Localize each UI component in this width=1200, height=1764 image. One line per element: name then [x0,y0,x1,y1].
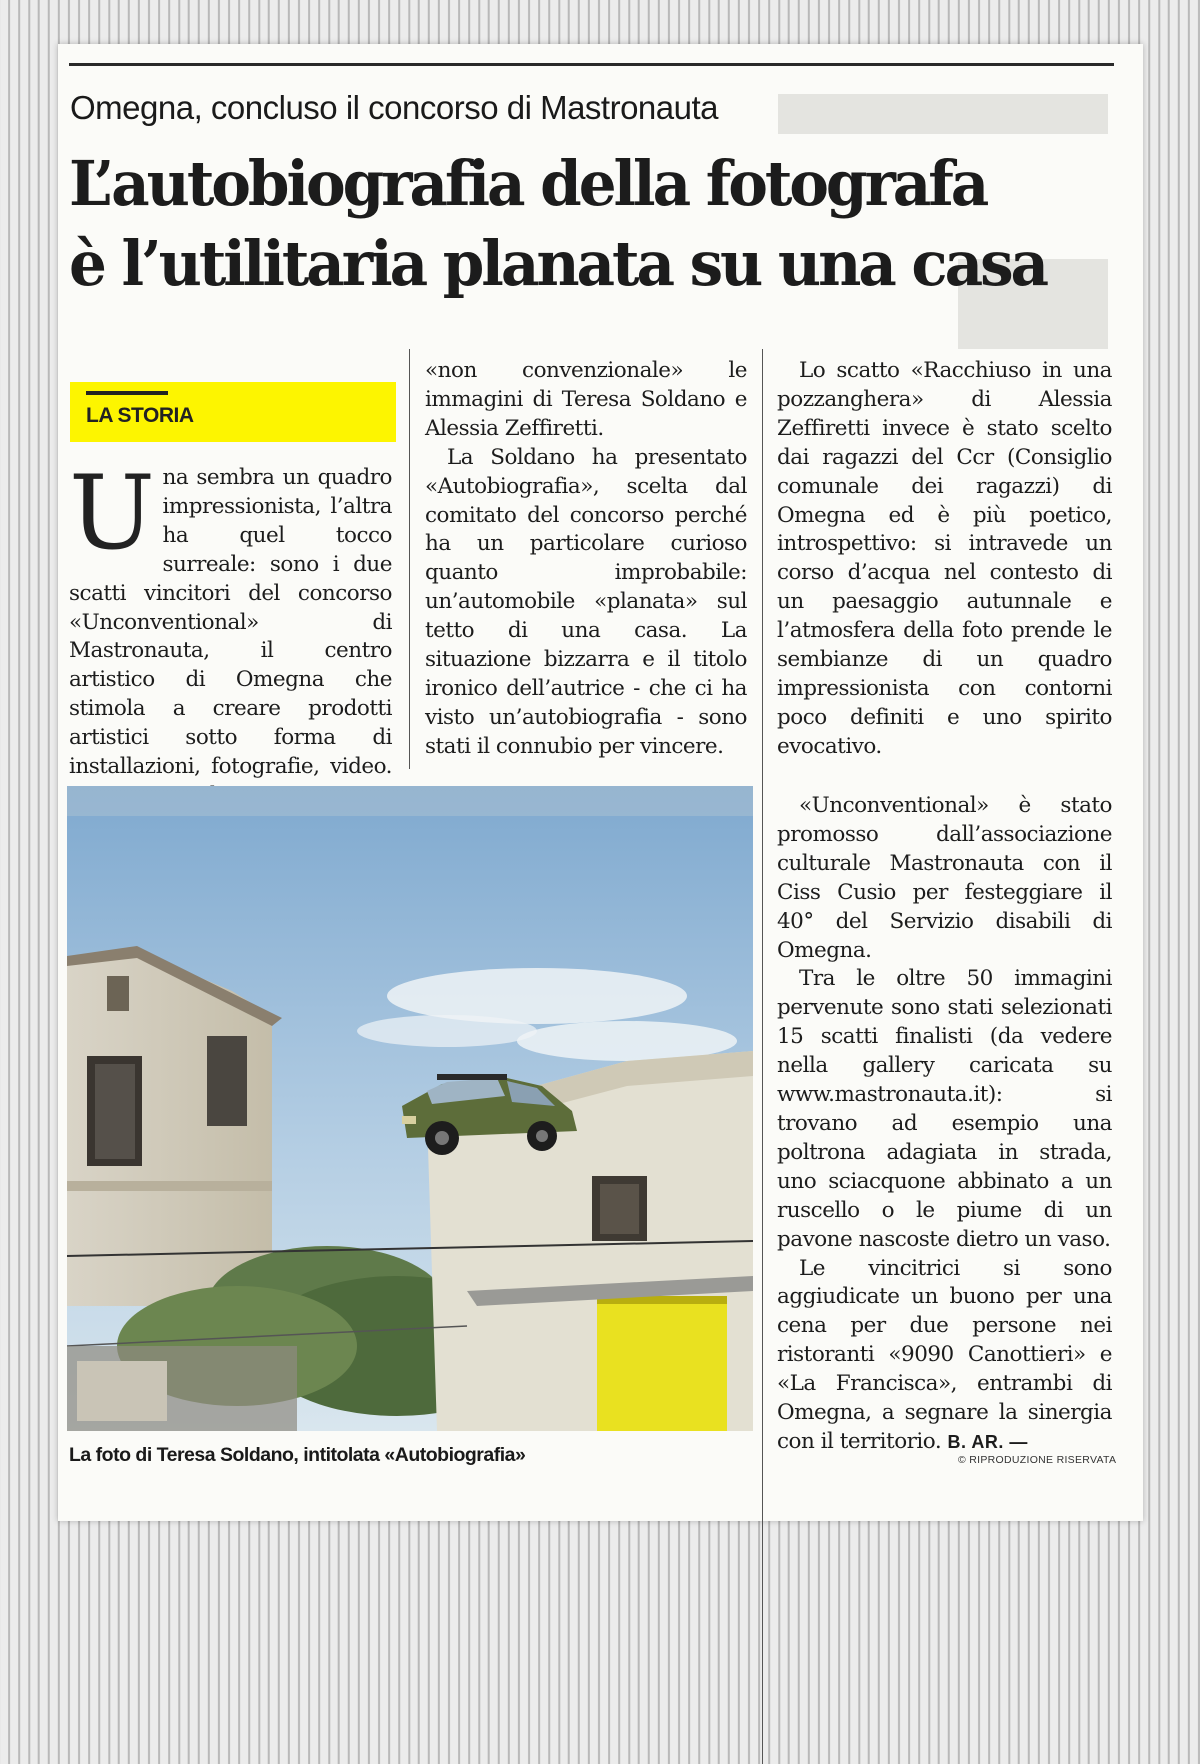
headline [69,144,1087,304]
column-3-top [777,357,1112,762]
column-3-paragraph-1: Lo scatto «Racchiuso in una pozzanghera» di Alessia Zeffiretti invece è stato scelto dai ragazzi del Ccr (Consiglio comunale dei ragazzi) di Omegna ed è più poetico, introspettivo: si intravede un corso d’acqua nel contesto di un paesaggio autunnale e l’atmosfera della foto prende le sembianze di un quadro impressionista con contorni poco definiti e uno spirito evocativo. [777,358,1112,759]
photo-caption: La foto di Teresa Soldano, intitolata «Autobiografia» [69,1444,526,1466]
column-divider-2 [762,349,763,1764]
tag-rule [86,391,168,395]
column-2-paragraph-1: «non convenzionale» le immagini di Teresa Soldano e Alessia Zeffiretti. [425,358,747,441]
drop-cap: U [69,454,155,573]
author-signature: B. AR. — [947,1431,1028,1452]
column-3-bottom [777,792,1112,1457]
newspaper-clipping [58,44,1143,1521]
bleed-through-top-right [778,94,1108,134]
column-divider-1 [409,349,410,769]
headline-line-1: L’autobiografia della fotografa [69,147,987,220]
column-1 [69,454,392,811]
column-2-paragraph-2: La Soldano ha presentato «Autobiografia», scelta dal comitato del concorso perché ha un particolare curioso quanto improbabile: un’automobile «planata» sul tetto di una casa. La situazione bizzarra e il titolo ironico dell’autrice - che ci ha visto un’autobiografia - sono stati il connubio per vincere. [425,444,747,759]
column-1-paragraph: Una sembra un quadro impressionista, l’altra ha quel tocco surreale: sono i due scatti vincitori del concorso «Unconventional» di Mastronauta, il centro artistico di Omegna che stimola a creare prodotti artistici sotto forma di installazioni, fotografie, video. [69,454,392,780]
article-photo [67,786,753,1431]
section-tag [70,382,396,442]
column-2 [425,357,747,762]
photo-car-on-roof [67,786,753,1431]
top-rule [69,63,1114,66]
column-3-paragraph-2: «Unconventional» è stato promosso dall’associazione culturale Mastronauta con il Ciss Cusio per festeggiare il 40° del Servizio disabili di Omegna. [777,793,1112,963]
copyright-notice: © RIPRODUZIONE RISERVATA [958,1454,1117,1466]
column-3-paragraph-4: Le vincitrici si sono aggiudicate un buono per una cena per due persone nei ristoranti «9090 Canottieri» e «La Francisca», entrambi di Omegna, a segnare la sinergia con il territorio. B. AR. — [777,1255,1112,1454]
kicker: Omegna, concluso il concorso di Mastronauta [70,89,719,126]
column-3-paragraph-3: Tra le oltre 50 immagini pervenute sono stati selezionati 15 scatti finalisti (da vedere nella gallery caricata su www.mastronauta.it): si trovano ad esempio una poltrona adagiata in strada, uno sciacquone abbinato a un ruscello o le piume di un pavone nascoste dietro un vaso. [777,966,1112,1252]
tag-label: LA STORIA [86,404,194,427]
headline-line-2: è l’utilitaria planata su una casa [69,227,1047,300]
